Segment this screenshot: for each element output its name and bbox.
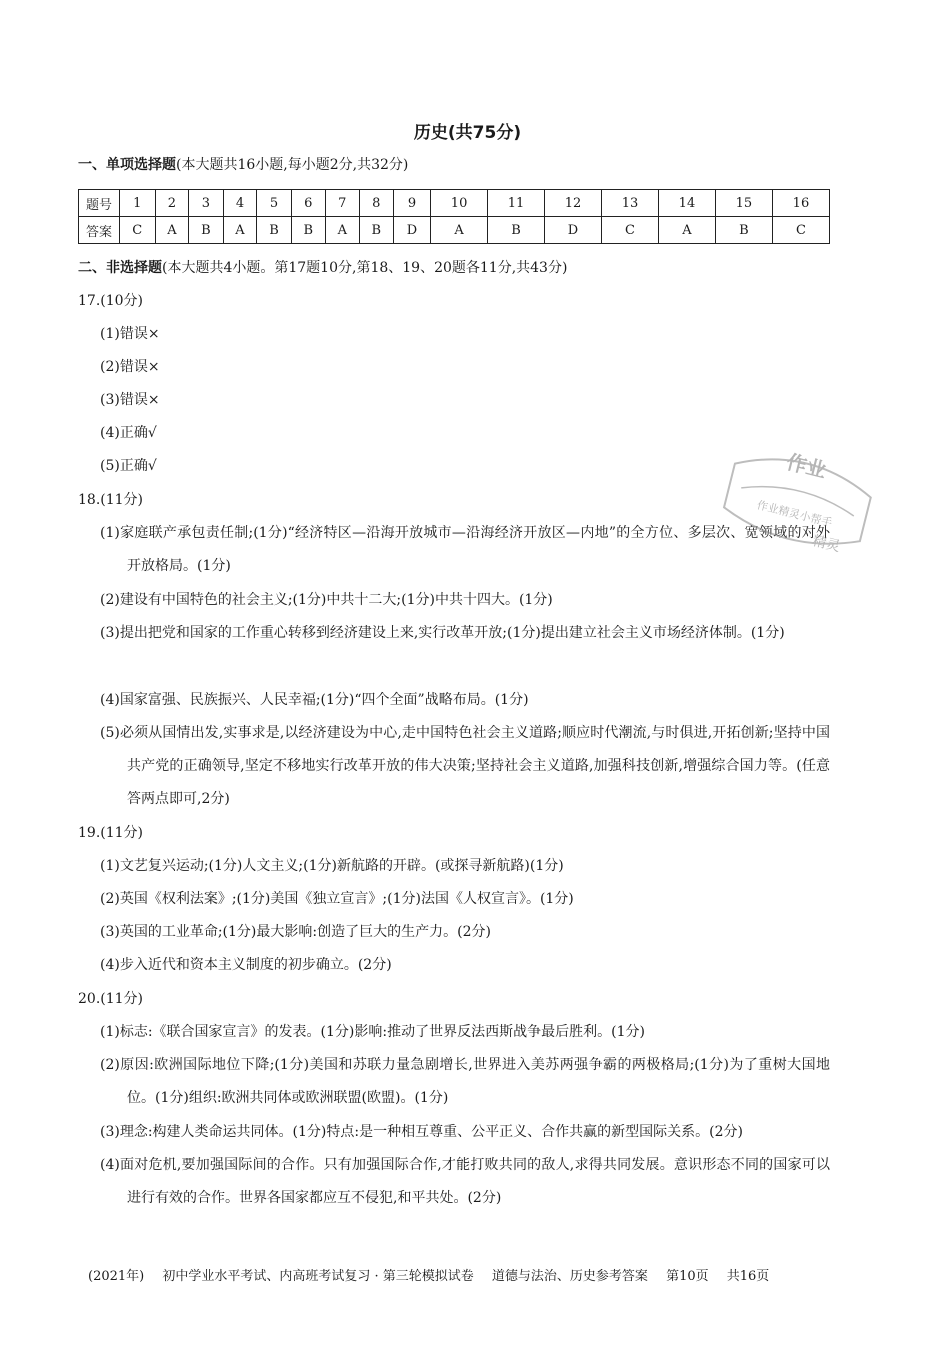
table-cell: D — [545, 217, 602, 244]
page-footer — [88, 1265, 783, 1284]
table-cell: 2 — [155, 190, 189, 217]
item-number: (1) — [100, 1024, 120, 1040]
q17-item-1: (1)错误× — [100, 326, 160, 342]
table-cell: 14 — [658, 190, 715, 217]
item-text: 标志:《联合国家宣言》的发表。(1分)影响:推动了世界反法西斯战争最后胜利。(1分) — [119, 1024, 645, 1040]
answer-key-table — [78, 189, 830, 244]
q19-item-2 — [100, 883, 830, 916]
footer-series: 初中学业水平考试、内高班考试复习 · 第三轮模拟试卷 — [162, 1269, 474, 1284]
item-number: (3) — [100, 1124, 120, 1140]
item-number: (1) — [100, 858, 120, 874]
item-text: 理念:构建人类命运共同体。(1分)特点:是一种相互尊重、公平正义、合作共赢的新型国际关系。(2分) — [119, 1124, 743, 1140]
item-number: (4) — [100, 1157, 120, 1173]
item-number: (4) — [100, 957, 120, 973]
table-cell: 13 — [602, 190, 659, 217]
table-cell: 7 — [325, 190, 359, 217]
footer-page: 第10页 — [666, 1269, 709, 1284]
stamp-top-text: 作业 — [784, 449, 829, 483]
item-number: (2) — [100, 1057, 120, 1073]
q17-item-4: (4)正确√ — [100, 425, 157, 441]
item-text: 文艺复兴运动;(1分)人文主义;(1分)新航路的开辟。(或探寻新航路)(1分) — [119, 858, 564, 874]
table-cell: 9 — [393, 190, 430, 217]
section-1-label: 一、单项选择题 — [78, 157, 176, 173]
item-number: (2) — [100, 592, 120, 608]
table-cell: D — [393, 217, 430, 244]
item-number: (2) — [100, 891, 120, 907]
table-cell: A — [431, 217, 488, 244]
table-cell: 4 — [223, 190, 257, 217]
q17-item-5: (5)正确√ — [100, 458, 157, 474]
item-text: 原因:欧洲国际地位下降;(1分)美国和苏联力量急剧增长,世界进入美苏两强争霸的两极格局;(1分)为了重树大国地位。(1分)组织:欧洲共同体或欧洲联盟(欧盟)。(1分) — [119, 1057, 830, 1106]
table-cell: 5 — [257, 190, 291, 217]
question-17-head: 17.(10分) — [78, 293, 144, 309]
table-cell: B — [715, 217, 772, 244]
table-row-answers — [79, 217, 830, 244]
section-1-heading — [78, 155, 408, 175]
watermark-stamp — [718, 420, 878, 580]
item-text: 家庭联产承包责任制;(1分)“经济特区—沿海开放城市—沿海经济开放区—内地”的全方位、多层次、宽领域的对外开放格局。(1分) — [119, 525, 830, 574]
stamp-mid-text: 作业精灵小帮手 — [755, 498, 834, 530]
q20-item-2 — [100, 1049, 830, 1115]
table-cell: B — [359, 217, 393, 244]
section-2-label: 二、非选择题 — [78, 260, 162, 276]
table-cell: C — [772, 217, 829, 244]
q17-item-3: (3)错误× — [100, 392, 160, 408]
item-text: 英国的工业革命;(1分)最大影响:创造了巨大的生产力。(2分) — [119, 924, 491, 940]
table-cell: 6 — [291, 190, 325, 217]
footer-subject: 道德与法治、历史参考答案 — [491, 1269, 648, 1284]
table-header-number: 题号 — [79, 190, 120, 217]
table-cell: 8 — [359, 190, 393, 217]
table-cell: A — [223, 217, 257, 244]
q18-item-3 — [100, 617, 830, 650]
table-cell: B — [488, 217, 545, 244]
footer-year: (2021年) — [88, 1269, 145, 1284]
q19-item-1 — [100, 850, 830, 883]
table-cell: A — [155, 217, 189, 244]
item-number: (3) — [100, 625, 120, 641]
item-number: (3) — [100, 924, 120, 940]
table-cell: A — [325, 217, 359, 244]
stamp-bottom-text: 精灵 — [810, 532, 842, 556]
table-cell: 12 — [545, 190, 602, 217]
item-number: (5) — [100, 725, 120, 741]
q18-item-4 — [100, 684, 830, 717]
table-cell: B — [291, 217, 325, 244]
table-cell: 1 — [120, 190, 156, 217]
q18-item-5 — [100, 717, 830, 816]
q19-item-3 — [100, 916, 830, 949]
q19-item-4 — [100, 949, 830, 982]
table-cell: 15 — [715, 190, 772, 217]
section-2-note: (本大题共4小题。第17题10分,第18、19、20题各11分,共43分) — [162, 260, 568, 276]
item-text: 英国《权利法案》;(1分)美国《独立宣言》;(1分)法国《人权宣言》。(1分) — [119, 891, 574, 907]
item-text: 提出把党和国家的工作重心转移到经济建设上来,实行改革开放;(1分)提出建立社会主义市场经济体制。(1分) — [119, 625, 785, 641]
q18-item-2 — [100, 584, 830, 617]
q17-item-2: (2)错误× — [100, 359, 160, 375]
q20-item-1 — [100, 1016, 830, 1049]
table-cell: B — [189, 217, 223, 244]
item-number: (1) — [100, 525, 120, 541]
section-2-heading — [78, 258, 567, 278]
question-18-head: 18.(11分) — [78, 492, 144, 508]
table-cell: 11 — [488, 190, 545, 217]
q20-item-4 — [100, 1149, 830, 1215]
item-text: 建设有中国特色的社会主义;(1分)中共十二大;(1分)中共十四大。(1分) — [119, 592, 553, 608]
table-cell: C — [120, 217, 156, 244]
footer-total: 共16页 — [726, 1269, 770, 1284]
question-20-head: 20.(11分) — [78, 991, 144, 1007]
item-text: 国家富强、民族振兴、人民幸福;(1分)“四个全面”战略布局。(1分) — [119, 692, 529, 708]
q20-item-3 — [100, 1116, 830, 1149]
item-text: 必须从国情出发,实事求是,以经济建设为中心,走中国特色社会主义道路;顺应时代潮流,与时俱进,开拓创新;坚持中国共产党的正确领导,坚定不移地实行改革开放的伟大决策;坚持社会主义道路,加强科技创新,增强综合国力等。(任意答两点即可,2分) — [119, 725, 830, 807]
question-19-head: 19.(11分) — [78, 825, 144, 841]
table-cell: A — [658, 217, 715, 244]
table-cell: 10 — [431, 190, 488, 217]
section-1-note: (本大题共16小题,每小题2分,共32分) — [176, 157, 409, 173]
item-text: 面对危机,要加强国际间的合作。只有加强国际合作,才能打败共同的敌人,求得共同发展。意识形态不同的国家可以进行有效的合作。世界各国家都应互不侵犯,和平共处。(2分) — [119, 1157, 830, 1206]
table-cell: 16 — [772, 190, 829, 217]
table-header-answer: 答案 — [79, 217, 120, 244]
item-number: (4) — [100, 692, 120, 708]
table-cell: C — [602, 217, 659, 244]
table-cell: 3 — [189, 190, 223, 217]
page-title: 历史(共75分) — [413, 123, 522, 143]
table-cell: B — [257, 217, 291, 244]
item-text: 步入近代和资本主义制度的初步确立。(2分) — [119, 957, 392, 973]
table-row-numbers — [79, 190, 830, 217]
